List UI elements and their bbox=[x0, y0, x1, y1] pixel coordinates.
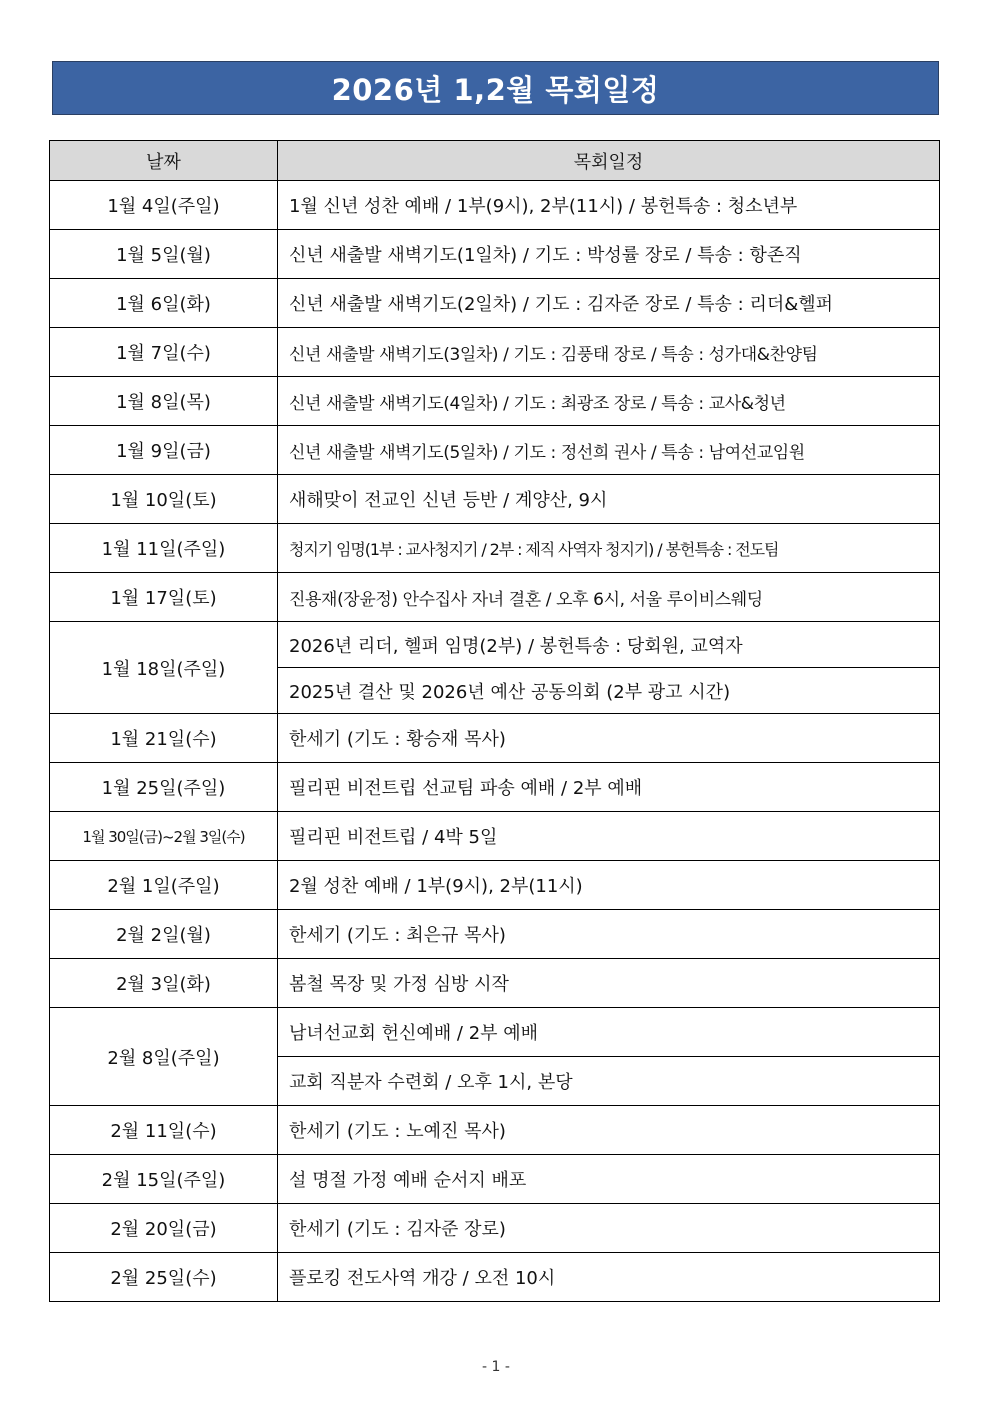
table-row bbox=[50, 377, 940, 426]
row-event: 1월 신년 성찬 예배 / 1부(9시), 2부(11시) / 봉헌특송 : 청소년부 bbox=[278, 181, 940, 230]
row-date: 1월 18일(주일) bbox=[50, 622, 278, 714]
row-date: 1월 25일(주일) bbox=[50, 763, 278, 812]
row-date: 1월 17일(토) bbox=[50, 573, 278, 622]
table-row bbox=[50, 475, 940, 524]
header-schedule: 목회일정 bbox=[278, 141, 940, 181]
row-date: 1월 5일(월) bbox=[50, 230, 278, 279]
row-event: 봄철 목장 및 가정 심방 시작 bbox=[278, 959, 940, 1008]
table-row bbox=[50, 524, 940, 573]
row-date: 1월 7일(수) bbox=[50, 328, 278, 377]
row-event: 신년 새출발 새벽기도(5일차) / 기도 : 정선희 권사 / 특송 : 남여선교임원 bbox=[278, 426, 940, 475]
table-row bbox=[50, 622, 940, 668]
row-event: 한세기 (기도 : 최은규 목사) bbox=[278, 910, 940, 959]
row-date: 2월 11일(수) bbox=[50, 1106, 278, 1155]
table-row bbox=[50, 1253, 940, 1302]
header-date: 날짜 bbox=[50, 141, 278, 181]
row-event: 2월 성찬 예배 / 1부(9시), 2부(11시) bbox=[278, 861, 940, 910]
row-date: 1월 6일(화) bbox=[50, 279, 278, 328]
table-row bbox=[50, 812, 940, 861]
row-event: 새해맞이 전교인 신년 등반 / 계양산, 9시 bbox=[278, 475, 940, 524]
row-event: 신년 새출발 새벽기도(2일차) / 기도 : 김자준 장로 / 특송 : 리더&헬퍼 bbox=[278, 279, 940, 328]
row-date: 2월 15일(주일) bbox=[50, 1155, 278, 1204]
row-event: 2026년 리더, 헬퍼 임명(2부) / 봉헌특송 : 당회원, 교역자 bbox=[278, 622, 940, 668]
row-event: 청지기 임명(1부 : 교사청지기 / 2부 : 제직 사역자 청지기) / 봉헌특송 : 전도팀 bbox=[278, 524, 940, 573]
row-event: 교회 직분자 수련회 / 오후 1시, 본당 bbox=[278, 1057, 940, 1106]
row-event: 한세기 (기도 : 노예진 목사) bbox=[278, 1106, 940, 1155]
row-date: 1월 30일(금)~2월 3일(수) bbox=[50, 812, 278, 861]
row-event: 남녀선교회 헌신예배 / 2부 예배 bbox=[278, 1008, 940, 1057]
table-row bbox=[50, 181, 940, 230]
table-row bbox=[50, 279, 940, 328]
table-row bbox=[50, 230, 940, 279]
table-row bbox=[50, 1106, 940, 1155]
row-event: 신년 새출발 새벽기도(4일차) / 기도 : 최광조 장로 / 특송 : 교사&청년 bbox=[278, 377, 940, 426]
table-row bbox=[50, 861, 940, 910]
table-row bbox=[50, 910, 940, 959]
table-row bbox=[50, 328, 940, 377]
row-date: 1월 21일(수) bbox=[50, 714, 278, 763]
row-date: 1월 9일(금) bbox=[50, 426, 278, 475]
table-row bbox=[50, 1155, 940, 1204]
row-date: 2월 20일(금) bbox=[50, 1204, 278, 1253]
title-banner bbox=[52, 61, 939, 115]
table-row bbox=[50, 1204, 940, 1253]
row-event: 필리핀 비전트립 / 4박 5일 bbox=[278, 812, 940, 861]
row-event: 진용재(장윤정) 안수집사 자녀 결혼 / 오후 6시, 서울 루이비스웨딩 bbox=[278, 573, 940, 622]
row-date: 1월 10일(토) bbox=[50, 475, 278, 524]
row-event: 한세기 (기도 : 김자준 장로) bbox=[278, 1204, 940, 1253]
schedule-table bbox=[49, 140, 940, 1302]
row-event: 2025년 결산 및 2026년 예산 공동의회 (2부 광고 시간) bbox=[278, 668, 940, 714]
row-event: 필리핀 비전트립 선교팀 파송 예배 / 2부 예배 bbox=[278, 763, 940, 812]
row-event: 설 명절 가정 예배 순서지 배포 bbox=[278, 1155, 940, 1204]
table-row bbox=[50, 1008, 940, 1057]
row-date: 1월 11일(주일) bbox=[50, 524, 278, 573]
row-event: 신년 새출발 새벽기도(1일차) / 기도 : 박성률 장로 / 특송 : 항존직 bbox=[278, 230, 940, 279]
row-date: 2월 3일(화) bbox=[50, 959, 278, 1008]
row-date: 2월 8일(주일) bbox=[50, 1008, 278, 1106]
table-row bbox=[50, 763, 940, 812]
row-event: 한세기 (기도 : 황승재 목사) bbox=[278, 714, 940, 763]
table-row bbox=[50, 426, 940, 475]
table-row bbox=[50, 959, 940, 1008]
row-date: 2월 1일(주일) bbox=[50, 861, 278, 910]
row-date: 1월 4일(주일) bbox=[50, 181, 278, 230]
row-event: 신년 새출발 새벽기도(3일차) / 기도 : 김풍태 장로 / 특송 : 성가대&찬양팀 bbox=[278, 328, 940, 377]
row-event: 플로킹 전도사역 개강 / 오전 10시 bbox=[278, 1253, 940, 1302]
row-date: 2월 2일(월) bbox=[50, 910, 278, 959]
table-row bbox=[50, 714, 940, 763]
table-header-row bbox=[50, 141, 940, 181]
page-title: 2026년 1,2월 목회일정 bbox=[331, 72, 660, 107]
row-date: 1월 8일(목) bbox=[50, 377, 278, 426]
page-number: - 1 - bbox=[482, 1359, 510, 1375]
row-date: 2월 25일(수) bbox=[50, 1253, 278, 1302]
table-row bbox=[50, 573, 940, 622]
